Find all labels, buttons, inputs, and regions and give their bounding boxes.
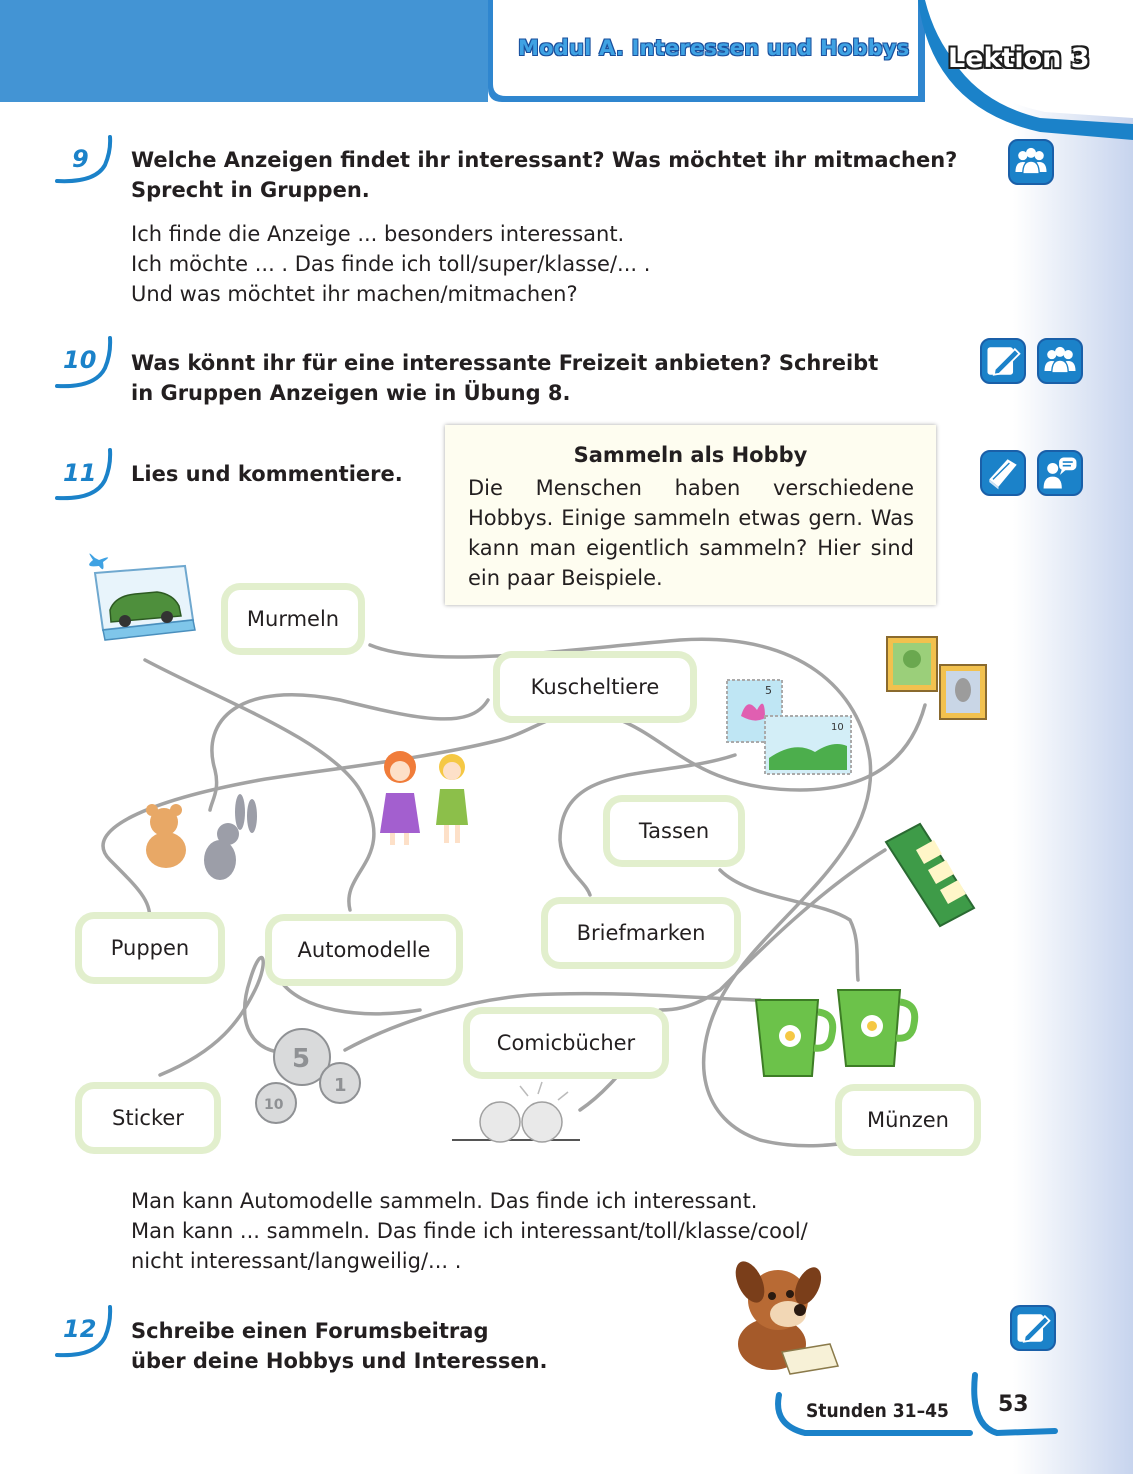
exercise-11-after-line: Man kann Automodelle sammeln. Das finde ich interessant. bbox=[131, 1189, 758, 1213]
label-tassen: Tassen bbox=[610, 802, 738, 860]
comic-books-illustration bbox=[880, 820, 980, 930]
exercise-12-instruction bbox=[131, 1316, 548, 1376]
note-title: Sammeln als Hobby bbox=[573, 443, 808, 467]
exercise-10-instruction-line2: in Gruppen Anzeigen wie in Übung 8. bbox=[131, 381, 571, 405]
module-title: Modul A. Interessen und Hobbys bbox=[518, 36, 910, 60]
coin-value-1: 1 bbox=[334, 1075, 347, 1096]
exercise-11-after-line: nicht interessant/langweilig/... . bbox=[131, 1249, 462, 1273]
label-muenzen: Münzen bbox=[842, 1091, 974, 1149]
exercise-9-instruction-line1: Welche Anzeigen findet ihr interessant? Was möchtet ihr mitmachen? bbox=[131, 148, 958, 172]
label-murmeln: Murmeln bbox=[228, 590, 358, 648]
label-comicbuecher: Comicbücher bbox=[470, 1014, 662, 1072]
exercise-number-11: 11 bbox=[63, 459, 97, 487]
label-briefmarken: Briefmarken bbox=[548, 904, 734, 962]
stamp-value-5: 5 bbox=[765, 684, 772, 697]
page-number: 53 bbox=[998, 1392, 1029, 1417]
stamps-illustration bbox=[725, 678, 855, 778]
label-kuscheltiere: Kuscheltiere bbox=[500, 658, 690, 716]
note-body: Die Menschen haben verschiedene Hobbys. Einige sammeln etwas gern. Was kann man eigentlich sammeln? Hier sind ein paar Beispiele. bbox=[468, 476, 914, 590]
exercise-9-line: Und was möchtet ihr machen/mitmachen? bbox=[131, 282, 578, 306]
exercise-11-instruction: Lies und kommentiere. bbox=[131, 462, 403, 486]
mugs-illustration bbox=[752, 982, 922, 1082]
exercise-11-after-line: Man kann ... sammeln. Das finde ich interessant/toll/klasse/cool/ bbox=[131, 1219, 808, 1243]
plush-toys-illustration bbox=[130, 790, 270, 890]
exercise-number-10: 10 bbox=[63, 346, 97, 374]
label-puppen: Puppen bbox=[82, 919, 218, 977]
coin-value-5: 5 bbox=[292, 1044, 311, 1074]
dolls-illustration bbox=[372, 745, 492, 850]
exercise-number-12: 12 bbox=[63, 1315, 97, 1343]
coins-illustration bbox=[250, 1025, 365, 1130]
coin-value-10: 10 bbox=[264, 1097, 284, 1113]
exercise-12-instruction-line2: über deine Hobbys und Interessen. bbox=[131, 1349, 548, 1373]
picture-cards-illustration bbox=[885, 635, 990, 725]
footer-lessons: Stunden 31–45 bbox=[806, 1400, 949, 1422]
lesson-title: Lektion 3 bbox=[948, 43, 1090, 74]
label-automodelle: Automodelle bbox=[272, 921, 456, 979]
exercise-number-9: 9 bbox=[72, 145, 89, 173]
exercise-9-line: Ich möchte ... . Das finde ich toll/super/klasse/... . bbox=[131, 252, 651, 276]
stamp-value-10: 10 bbox=[831, 722, 844, 733]
exercise-9-instruction-line2: Sprecht in Gruppen. bbox=[131, 178, 370, 202]
exercise-9-line: Ich finde die Anzeige ... besonders interessant. bbox=[131, 222, 625, 246]
exercise-11-after-lines bbox=[131, 1186, 808, 1276]
exercise-10-instruction-line1: Was könnt ihr für eine interessante Freizeit anbieten? Schreibt bbox=[131, 351, 879, 375]
exercise-12-instruction-line1: Schreibe einen Forumsbeitrag bbox=[131, 1319, 489, 1343]
pencil-icon bbox=[1010, 1305, 1056, 1351]
car-model-illustration bbox=[75, 548, 200, 648]
label-sticker: Sticker bbox=[82, 1089, 214, 1147]
marbles-illustration bbox=[450, 1078, 590, 1148]
